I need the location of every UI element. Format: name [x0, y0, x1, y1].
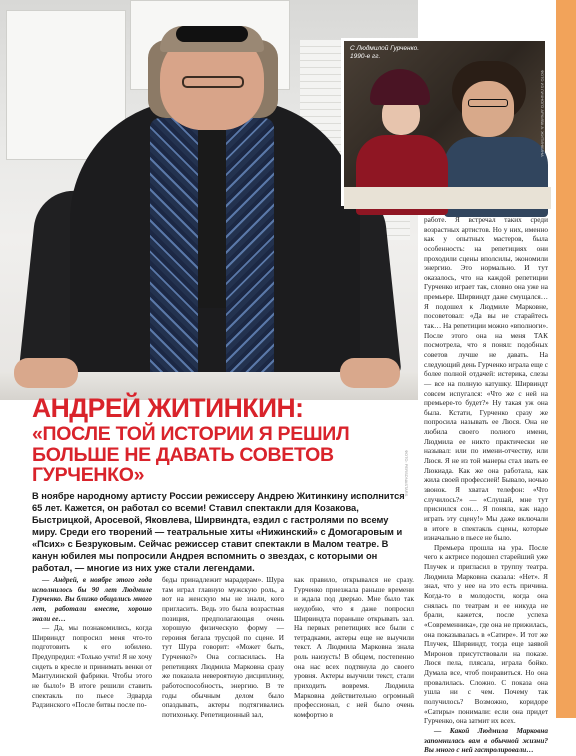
eyeglasses-icon — [182, 76, 244, 88]
inset-photo — [341, 38, 548, 206]
article-column-3 — [294, 576, 414, 721]
headline-subtitle: «ПОСЛЕ ТОЙ ИСТОРИИ Я РЕШИЛ БОЛЬШЕ НЕ ДАВАТЬ СОВЕТОВ ГУРЧЕНКО» — [32, 423, 350, 487]
lead-paragraph: В ноябре народному артисту России режиссеру Андрею Житинкину исполнится 65 лет. Кажется, он работал со всеми! Ставил спектакли для Козакова, Быстрицкой, Аросевой, Яковлева, Ширвиндта, ездил с гастролями по всему миру. Среди его творений — театральные хиты «Нижинский» с Домогаровым и «Псих» с Безруковым. Сейчас режиссер ставит спектакли в Малом театре. В канун юбилея мы попросили Андрея вспомнить о звездах, с которыми он работал, — многие из них уже стали легендами. — [32, 491, 405, 574]
right-hand — [340, 358, 400, 388]
interview-answer: — Да, мы познакомились, когда Ширвиндт попросил меня что-то подготовить к его юбилею. Предупредил: «Только учти! Я не хочу сидеть в кресле и принимать венки от Мантулинской фабрики. Чтобы этого не было!» В итоге решили ставить спектакль по пьесе Эдварда Радзинского «После битвы после по- — [32, 624, 152, 710]
interview-question: — Какой Людмила Марковна запомнилась вам в обычной жизни? Вы много с ней гастролировали… — [424, 726, 548, 755]
body-text: работе. Я встречал таких среди возрастных артистов. Но у них, именно как у опытных мастеров, была особенность: на репетициях они проходили сцены вполсилы, экономили энергию. Это нормально. И тут оказалось, что на каждой репетиции Гурченко играет так, словно она уже на премьере. Ширвиндт даже смущался… Я подошел к Людмиле Марковне, посоветовал: «Да вы не старайтесь так… На репетиции можно «вполноги». После этого она на меня ТАК посмотрела, что я понял: подобных советов лучше не давать. На следующий день Гурченко играла еще с более полной отдачей: истерика, слезы — все на полную катушку. Ширвиндт совсем испугался: «Что же с ней на премьере-то будет?» Ну такая уж она была. Кстати, Гурченко сразу же попросила называть ее Люся. Она не любила своего полного имени, Людмила ее никто практически не называл: или по имени-отчеству, или Люся. Я не из той манеры стал звать ее Люкиада. Как же она работала, как жила своей профессией! Бывало, ночью звонок. Я хватал телефон: «Что случилось?» — «Слушай, мне тут приснился сон… Я поняла, как надо играть эту сцену!» Мы даже включали в итоге в спектакль сцены, которые изначально в пьесе не было. — [424, 216, 548, 543]
scarf-right — [226, 118, 274, 400]
orange-edge-bar — [556, 0, 576, 718]
inset-photo-credit: ФОТО ИЗ ЛИЧНОГО АРХИВА А. ЖИТИНКИНА — [540, 70, 545, 157]
body-text: Премьера прошла на ура. После чего к актрисе подошел старейший уже Плучек и пригласил в труппу театра. Людмила Марковна сказала: «Нет». Я знал, что у нее на это есть причина. Когда-то в молодости, когда она снялась по театрам и ее никуда не брали, кажется, после успеха «Современника», где она не прижилась, она показывалась в «Сатире». И тот же Плучек, Ширвиндт, тогда еще заявой Миронов присутствовали на показе. Люся пела, плясала, играла бойко. Думала все, чтоб понравиться. Но она провалилась. Сложно. С показа она ушла ни с чем. Почему так получилось? Возможно, коридоре «Сатиры» понимали: если она придет Гурченко, она затмит их всех. — [424, 543, 548, 726]
main-photo-credit: ФОТО: PERSONASTARS — [404, 450, 409, 497]
scarf-left — [150, 118, 198, 400]
headline-block — [32, 395, 412, 486]
inset-man-glasses-icon — [468, 99, 508, 107]
inset-caption — [350, 45, 470, 61]
inset-woman-hat — [370, 69, 430, 105]
headline-title: АНДРЕЙ ЖИТИНКИН: — [32, 393, 304, 423]
left-hand — [14, 358, 78, 388]
inset-caption-line1: С Людмилой Гурченко. — [350, 45, 420, 52]
article-column-2 — [162, 576, 284, 721]
body-text: как правило, открывался не сразу. Гурченко приезжала раньше времени и ждала под дверью. Мне было так неудобно, что я даже попросил Ширвиндта пораньше открывать зал. На первых репетициях все были с тетрадками, актеры еще не выучили текст. А Людмила Марковна знала роль наизусть! В общем, постепенно она нас всех подтянула до своего уровня. Актеры выучили текст, стали приходить вовремя. Людмила Марковна действительно огромный профессионал, с ней было очень комфортно в — [294, 576, 414, 719]
body-text: беды принадлежит марадерам». Шура там играл главную мужскую роль, а вот на женскую мы не знали, кого пригласить. Ведь это была возрастная позиция, предполагающая очень хорошую физическую форму — героиня бегала трусцой по сцене. И тут Шура говорит: «Может быть, Гурченко?» Она согласилась. На репетициях Людмила Марковна сразу же показала невероятную дисциплину, работоспособность, энергию. В те годы обычным делом было опаздывать, актеры подтягивались потихоньку. Репетиционный зал, — [162, 576, 284, 719]
inset-caption-line2: 1990-е гг. — [350, 53, 381, 61]
interview-question: — Андрей, в ноябре этого года исполнилось бы 90 лет Людмиле Гурченко. Вы близко общались много лет, работали вместе, хорошо знали ее… — [32, 576, 152, 623]
shirt — [198, 128, 226, 308]
article-column-1 — [32, 576, 152, 711]
sunglasses-icon — [176, 26, 248, 42]
article-column-4 — [424, 216, 548, 756]
inset-table — [344, 187, 551, 209]
inset-man-face — [462, 81, 514, 137]
